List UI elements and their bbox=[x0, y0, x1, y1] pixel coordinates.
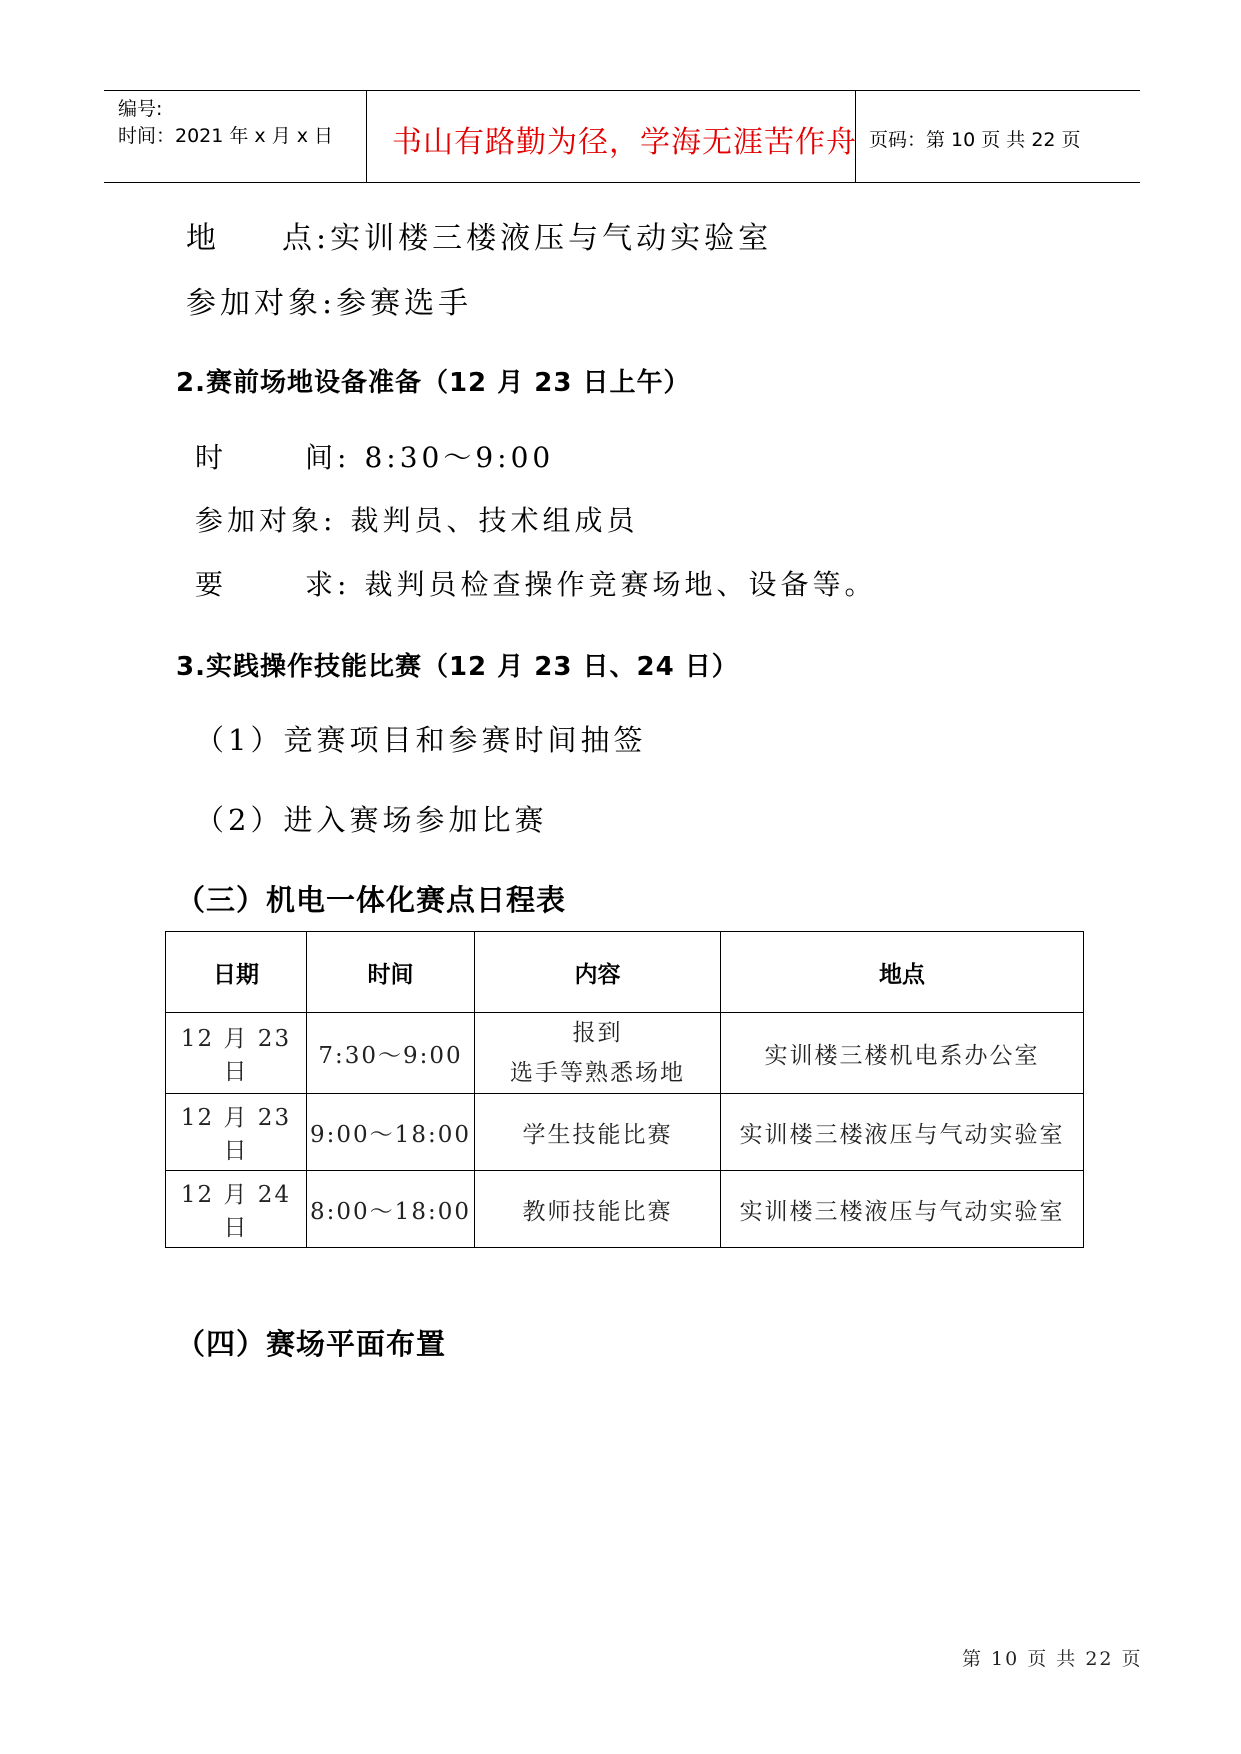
cell-date: 12 月 23 日 bbox=[166, 1013, 307, 1094]
table-row bbox=[166, 1171, 1084, 1248]
time-label-b: 间: bbox=[305, 441, 351, 474]
cell-date: 12 月 23 日 bbox=[166, 1094, 307, 1171]
table-row bbox=[166, 1013, 1084, 1094]
header-bottom-rule bbox=[104, 182, 1140, 183]
cell-content: 教师技能比赛 bbox=[475, 1171, 721, 1248]
participants-line-1 bbox=[186, 278, 472, 322]
cell-content: 学生技能比赛 bbox=[475, 1094, 721, 1171]
location-label-a: 地 bbox=[186, 221, 220, 256]
cell-content-line-1: 报到 bbox=[572, 1020, 623, 1046]
location-label-b: 点: bbox=[282, 221, 331, 256]
header-motto: 书山有路勤为径，学海无涯苦作舟 bbox=[392, 125, 857, 160]
header-time-label: 时间：2021 年 x 月 x 日 bbox=[118, 125, 334, 147]
section3-item-2: （2）进入赛场参加比赛 bbox=[195, 803, 548, 837]
header-divider-left bbox=[366, 90, 367, 182]
cell-time: 9:00～18:00 bbox=[307, 1094, 475, 1171]
requirement-label-b: 求: bbox=[305, 568, 351, 601]
requirement-value: 裁判员检查操作竞赛场地、设备等。 bbox=[364, 568, 877, 601]
time-label-a: 时 bbox=[195, 441, 228, 474]
cell-time: 8:00～18:00 bbox=[307, 1171, 475, 1248]
participants-label: 参加对象: bbox=[186, 286, 337, 321]
cell-place: 实训楼三楼机电系办公室 bbox=[721, 1013, 1084, 1094]
table-header-place: 地点 bbox=[721, 932, 1084, 1013]
cell-place: 实训楼三楼液压与气动实验室 bbox=[721, 1171, 1084, 1248]
requirement-line bbox=[195, 563, 876, 603]
location-line bbox=[186, 213, 772, 257]
participants-value-2: 裁判员、技术组成员 bbox=[350, 504, 639, 537]
table-header-content: 内容 bbox=[475, 932, 721, 1013]
section4-heading: （四）赛场平面布置 bbox=[176, 1327, 447, 1361]
section3-item-1: （1）竞赛项目和参赛时间抽签 bbox=[195, 723, 647, 757]
participants-label-2: 参加对象: bbox=[195, 504, 337, 537]
schedule-table bbox=[165, 931, 1084, 1248]
cell-place: 实训楼三楼液压与气动实验室 bbox=[721, 1094, 1084, 1171]
header-top-rule bbox=[104, 90, 1140, 91]
requirement-label-a: 要 bbox=[195, 568, 228, 601]
footer-page-info: 第 10 页 共 22 页 bbox=[962, 1648, 1143, 1670]
table-header-time: 时间 bbox=[307, 932, 475, 1013]
cell-time: 7:30～9:00 bbox=[307, 1013, 475, 1094]
table-header-date: 日期 bbox=[166, 932, 307, 1013]
location-value: 实训楼三楼液压与气动实验室 bbox=[330, 221, 773, 256]
cell-date: 12 月 24 日 bbox=[166, 1171, 307, 1248]
table-header-row bbox=[166, 932, 1084, 1013]
participants-value: 参赛选手 bbox=[336, 286, 473, 321]
cell-content bbox=[475, 1013, 721, 1094]
table-row bbox=[166, 1094, 1084, 1171]
header-page-code: 页码：第 10 页 共 22 页 bbox=[869, 129, 1081, 151]
schedule-title: （三）机电一体化赛点日程表 bbox=[176, 883, 567, 917]
participants-line-2 bbox=[195, 499, 638, 539]
section3-heading: 3.实践操作技能比赛（12 月 23 日、24 日） bbox=[176, 652, 739, 682]
header-number-label: 编号: bbox=[118, 98, 163, 120]
time-line bbox=[195, 436, 554, 476]
cell-content-line-2: 选手等熟悉场地 bbox=[510, 1060, 685, 1086]
time-value: 8:30～9:00 bbox=[364, 441, 555, 474]
section2-heading: 2.赛前场地设备准备（12 月 23 日上午） bbox=[176, 368, 691, 398]
